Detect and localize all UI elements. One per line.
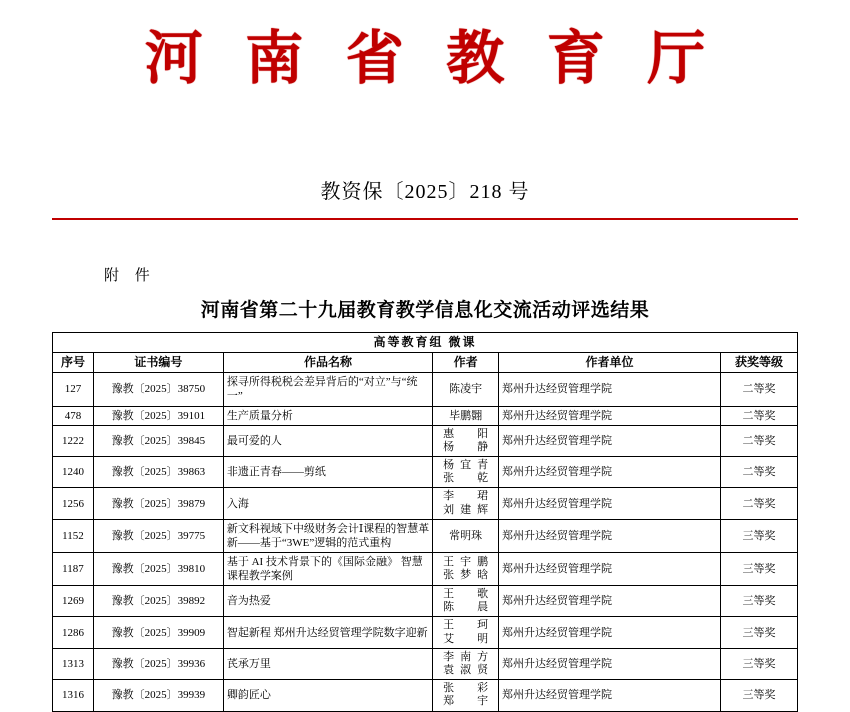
column-header: 作者单位 (499, 353, 721, 373)
cell-seq: 1286 (53, 617, 94, 648)
table-row (53, 457, 798, 488)
table-row (53, 617, 798, 648)
cell-unit: 郑州升达经贸管理学院 (499, 519, 721, 552)
table-row (53, 586, 798, 617)
results-table-body (53, 332, 798, 711)
author-name: 杨宜青 (443, 459, 495, 472)
cell-certificate-number: 豫教〔2025〕39879 (93, 488, 223, 519)
cell-seq: 1152 (53, 519, 94, 552)
cell-certificate-number: 豫教〔2025〕39101 (93, 406, 223, 425)
table-header-row (53, 353, 798, 373)
cell-authors (433, 648, 499, 679)
cell-unit: 郑州升达经贸管理学院 (499, 617, 721, 648)
cell-award-level: 三等奖 (720, 680, 797, 711)
column-header: 序号 (53, 353, 94, 373)
cell-authors (433, 425, 499, 456)
cell-award-level: 二等奖 (720, 373, 797, 406)
table-row (53, 680, 798, 711)
cell-authors (433, 457, 499, 488)
author-name: 张梦晗 (443, 569, 495, 581)
cell-authors (433, 373, 499, 406)
table-group-label: 高等教育组 微课 (53, 332, 798, 352)
cell-certificate-number: 豫教〔2025〕38750 (93, 373, 223, 406)
author-name: 杨 静 (443, 440, 495, 453)
cell-award-level: 三等奖 (720, 586, 797, 617)
cell-authors (433, 519, 499, 552)
cell-unit: 郑州升达经贸管理学院 (499, 552, 721, 585)
author-name: 常明珠 (449, 529, 483, 542)
table-row (53, 425, 798, 456)
table-row (53, 552, 798, 585)
cell-certificate-number: 豫教〔2025〕39775 (93, 519, 223, 552)
table-row (53, 373, 798, 406)
cell-award-level: 二等奖 (720, 457, 797, 488)
cell-certificate-number: 豫教〔2025〕39810 (93, 552, 223, 585)
author-name: 惠 阳 (443, 427, 495, 440)
cell-unit: 郑州升达经贸管理学院 (499, 680, 721, 711)
cell-authors (433, 680, 499, 711)
table-row (53, 406, 798, 425)
cell-certificate-number: 豫教〔2025〕39909 (93, 617, 223, 648)
results-table-wrapper (52, 332, 798, 712)
author-name: 张 彩 (443, 682, 495, 695)
cell-seq: 1222 (53, 425, 94, 456)
cell-seq: 1316 (53, 680, 94, 711)
cell-unit: 郑州升达经贸管理学院 (499, 373, 721, 406)
column-header: 获奖等级 (720, 353, 797, 373)
author-name: 陈凌宇 (449, 383, 483, 396)
cell-award-level: 二等奖 (720, 488, 797, 519)
author-name: 李南方 (443, 650, 495, 663)
cell-work-title: 探寻所得税税会差异背后的“对立”与“统一” (223, 373, 432, 406)
cell-unit: 郑州升达经贸管理学院 (499, 425, 721, 456)
cell-unit: 郑州升达经贸管理学院 (499, 586, 721, 617)
cell-work-title: 生产质量分析 (223, 406, 432, 425)
author-name: 李 珺 (443, 490, 495, 503)
table-row (53, 648, 798, 679)
cell-unit: 郑州升达经贸管理学院 (499, 406, 721, 425)
cell-unit: 郑州升达经贸管理学院 (499, 648, 721, 679)
document-masthead: 河 南 省 教 育 厅 (144, 26, 720, 91)
author-name: 袁淑贤 (443, 664, 495, 677)
cell-certificate-number: 豫教〔2025〕39845 (93, 425, 223, 456)
column-header: 作品名称 (223, 353, 432, 373)
cell-award-level: 三等奖 (720, 519, 797, 552)
author-name: 王 歌 (443, 588, 495, 601)
cell-work-title: 基于 AI 技术背景下的《国际金融》 智慧课程教学案例 (223, 552, 432, 585)
table-group-row (53, 332, 798, 352)
cell-certificate-number: 豫教〔2025〕39936 (93, 648, 223, 679)
cell-authors (433, 406, 499, 425)
cell-certificate-number: 豫教〔2025〕39892 (93, 586, 223, 617)
red-divider-rule (52, 218, 798, 220)
cell-seq: 1240 (53, 457, 94, 488)
cell-seq: 1256 (53, 488, 94, 519)
results-table (52, 332, 798, 712)
author-name: 王宇鹏 (443, 555, 495, 568)
cell-authors (433, 617, 499, 648)
cell-award-level: 三等奖 (720, 617, 797, 648)
cell-seq: 478 (53, 406, 94, 425)
cell-authors (433, 552, 499, 585)
cell-work-title: 芪承万里 (223, 648, 432, 679)
cell-award-level: 二等奖 (720, 425, 797, 456)
cell-award-level: 二等奖 (720, 406, 797, 425)
cell-unit: 郑州升达经贸管理学院 (499, 488, 721, 519)
cell-certificate-number: 豫教〔2025〕39863 (93, 457, 223, 488)
table-title: 河南省第二十九届教育教学信息化交流活动评选结果 (200, 299, 650, 321)
table-row (53, 519, 798, 552)
attachment-label: 附 件 (104, 267, 156, 284)
cell-work-title: 音为热爱 (223, 586, 432, 617)
author-name: 郑 宇 (443, 695, 495, 708)
cell-authors (433, 488, 499, 519)
cell-award-level: 三等奖 (720, 552, 797, 585)
column-header: 证书编号 (93, 353, 223, 373)
cell-work-title: 智起新程 郑州升达经贸管理学院数字迎新 (223, 617, 432, 648)
document-number: 教资保〔2025〕218 号 (320, 180, 530, 203)
author-name: 王 珂 (443, 619, 495, 632)
cell-seq: 1313 (53, 648, 94, 679)
author-name: 刘建辉 (443, 503, 495, 516)
author-name: 毕鹏翾 (449, 409, 483, 422)
cell-work-title: 最可爱的人 (223, 425, 432, 456)
cell-seq: 1269 (53, 586, 94, 617)
cell-seq: 127 (53, 373, 94, 406)
author-name: 张 乾 (443, 472, 495, 485)
cell-work-title: 卿韵匠心 (223, 680, 432, 711)
author-name: 艾 明 (443, 632, 495, 645)
cell-work-title: 新文科视域下中级财务会计Ⅰ课程的智慧革新——基于“3WE”逻辑的范式重构 (223, 519, 432, 552)
cell-work-title: 入海 (223, 488, 432, 519)
cell-unit: 郑州升达经贸管理学院 (499, 457, 721, 488)
cell-award-level: 三等奖 (720, 648, 797, 679)
author-name: 陈 晨 (443, 601, 495, 614)
cell-seq: 1187 (53, 552, 94, 585)
cell-authors (433, 586, 499, 617)
column-header: 作者 (433, 353, 499, 373)
table-row (53, 488, 798, 519)
cell-certificate-number: 豫教〔2025〕39939 (93, 680, 223, 711)
cell-work-title: 非遗正青春——剪纸 (223, 457, 432, 488)
